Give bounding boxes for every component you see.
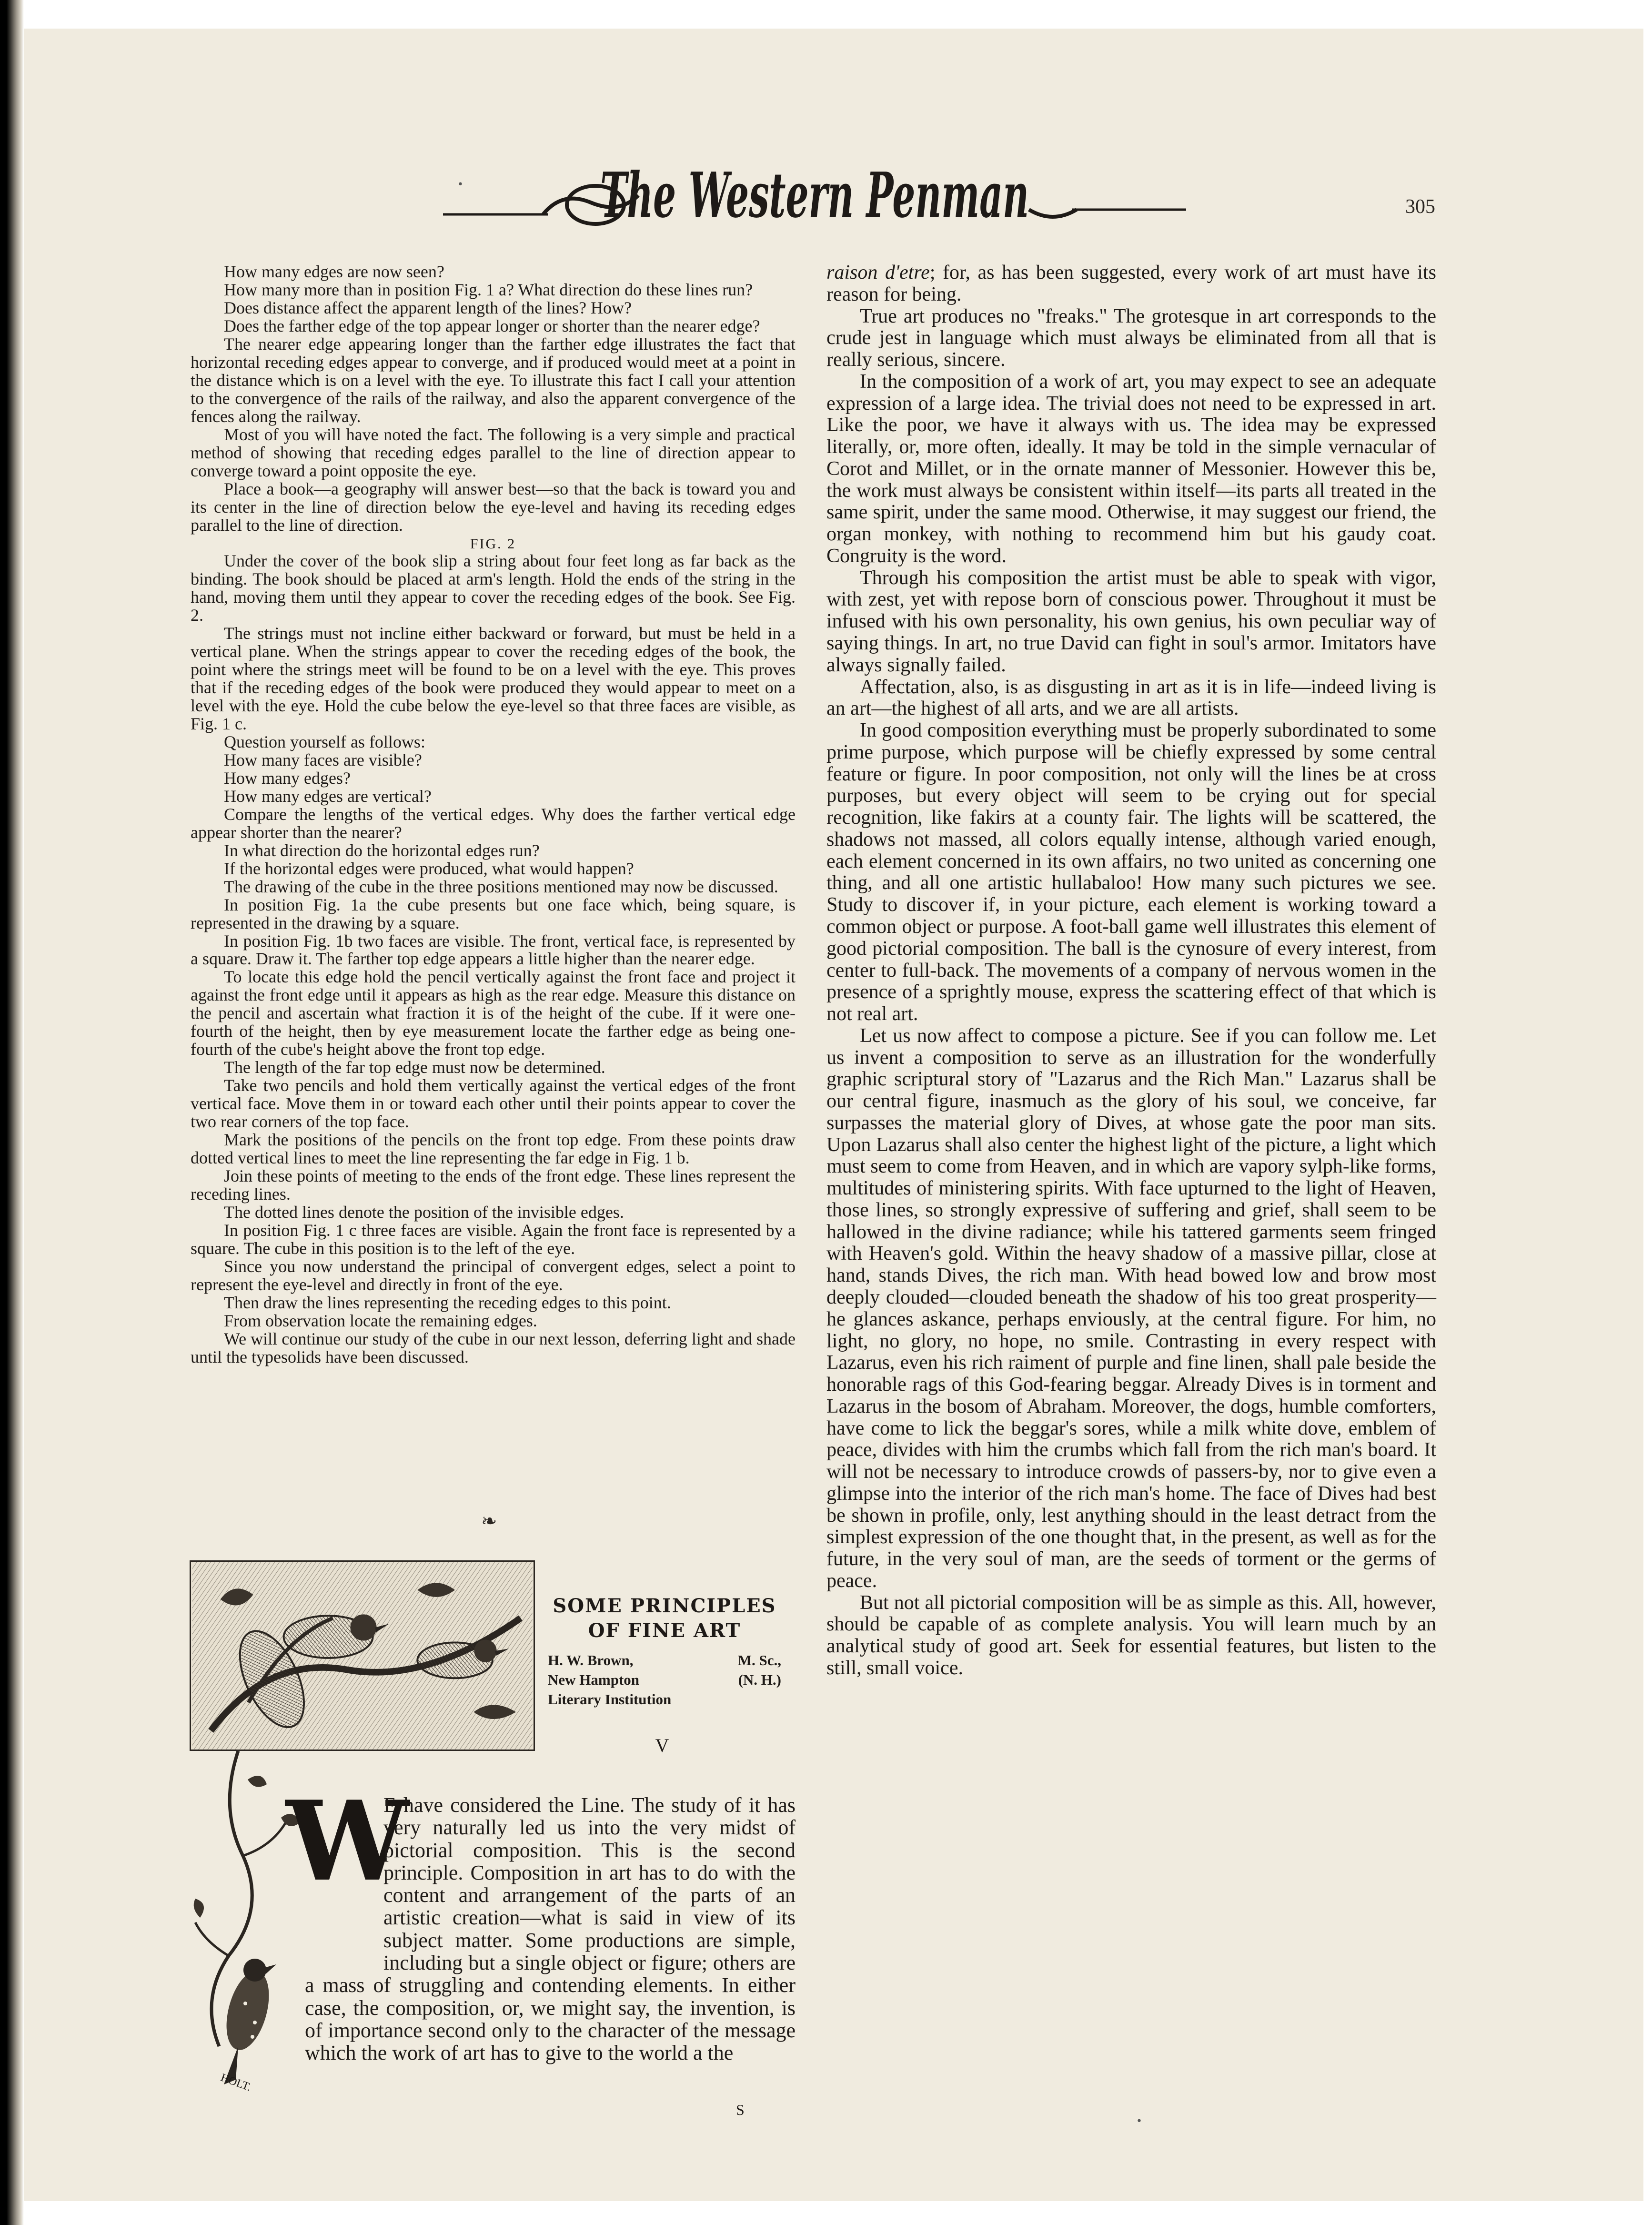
- book-binding-edge: [0, 0, 24, 2225]
- paragraph-text: ; for, as has been suggested, every work of art must have its reason for being.: [826, 262, 1436, 305]
- paragraph: To locate this edge hold the pencil vertically against the front face and project it against the front edge until it appears as high as the rear edge. Measure this distance on the pencil and ascertain what fraction it is of the height of the cube. If it were one-fourth of the height, then by eye measurement locate the farther edge as being one-fourth of the cube's height above the front top edge.: [191, 967, 796, 1059]
- paragraph: Take two pencils and hold them vertically against the vertical edges of the front vertical face. Move them in or toward each other until their points appear to cover the two rear corners of the top face.: [191, 1076, 796, 1132]
- paragraph: Most of you will have noted the fact. The following is a very simple and practical method of showing that receding edges parallel to the line of direction appear to converge toward a point opposite the eye.: [191, 425, 796, 480]
- paragraph: Since you now understand the principal of convergent edges, select a point to represent the eye-level and directly in front of the eye.: [191, 1256, 796, 1294]
- author-block: [548, 1651, 781, 1709]
- right-column-text: [826, 262, 1436, 1679]
- paragraph: In the composition of a work of art, you may expect to see an adequate expression of a large idea. The trivial does not need to be expressed in art. Like the poor, we have it always with us. The idea may be expressed literally, or, more often, ideally. It may be told in the simple vernacular of Corot and Millet, or in the ornate manner of Messonier. However this be, the work must always be consistent within itself—its parts all treated in the same spirit, under the same mood. Otherwise, it may suggest our friend, the organ monkey, with nothing to recommend him but his gaudy coat. Congruity is the word.: [826, 370, 1436, 567]
- page-number: 305: [1405, 196, 1435, 218]
- paragraph: Question yourself as follows:: [224, 732, 425, 751]
- left-column-text: [191, 263, 796, 1366]
- author-name: H. W. Brown,: [548, 1652, 634, 1669]
- paragraph: How many edges are now seen?: [224, 262, 444, 281]
- paragraph: Under the cover of the book slip a string about four feet long as far back as the binding. The book should be placed at arm's length. Hold the ends of the string in the hand, moving them until they appear to cover the receding edges of the book. See Fig. 2.: [191, 551, 796, 625]
- author-town: New Hampton: [548, 1671, 640, 1688]
- paragraph: In what direction do the horizontal edges run?: [224, 840, 540, 860]
- author-institution-row: [548, 1690, 781, 1709]
- paragraph: But not all pictorial composition will be as simple as this. All, however, should be capable of as complete analysis. You will learn much by an analytical study of good art. Seek for essential features, but listen to the still, small voice.: [826, 1591, 1436, 1679]
- paragraph: In good composition everything must be properly subordinated to some prime purpose, which purpose will be chiefly expressed by some central feature or figure. In poor composition, not only will the lines be at cross purposes, but every object will seem to be crying out for special recognition, like fakirs at a county fair. The lights will be scattered, the shadows not massed, all colors equally intense, although varied enough, each element concerned in its own affairs, no two united as concerning one thing, and all one artistic hullabaloo! How many such pictures we see. Study to discover if, in your picture, each element is working toward a common object or purpose. A foot-ball game well illustrates this element of good pictorial composition. The ball is the cynosure of every interest, from center to full-back. The movements of a company of nervous women in the presence of a sprightly mouse, express the scattering effect of that which is not real art.: [826, 719, 1436, 1025]
- masthead-logo-graphic: [438, 157, 1191, 238]
- paragraph: How many more than in position Fig. 1 a? What direction do these lines run?: [224, 280, 753, 299]
- paragraph: We will continue our study of the cube in our next lesson, deferring light and shade until the typesolids have been discussed.: [191, 1329, 796, 1366]
- drop-cap-letter: W: [286, 1777, 409, 1906]
- paragraph: Then draw the lines representing the receding edges to this point.: [224, 1293, 671, 1312]
- paragraph: Compare the lengths of the vertical edges. Why does the farther vertical edge appear shorter than the nearer?: [191, 804, 796, 842]
- paragraph: Let us now affect to compose a picture. See if you can follow me. Let us invent a composition to serve as an illustration for the wonderfully graphic scriptural story of "Lazarus and the Rich Man." Lazarus shall be our central figure, inasmuch as the glory of his soul, we conceive, far surpasses the material glory of Dives, at whose gate the poor man sits. Upon Lazarus shall also center the highest light of the picture, a light which must seem to come from Heaven, and in which are vapory sylph-like forms, multitudes of ministering spirits. With face upturned to the light of Heaven, those lines, so strongly expressive of suffering and grief, shall seem to be hallowed in the divine radiance; while his tattered garments seem fringed with Heaven's gold. Within the heavy shadow of a massive pillar, close at hand, stands Dives, the rich man. With head bowed low and brow most deeply clouded—clouded beneath the shadow of his too great prosperity—he glances askance, perhaps enviously, at the central figure. For him, no light, no glory, no hope, no smile. Contrasting in every respect with Lazarus, even his rich raiment of purple and fine linen, shall pale beside the honorable rags of this God-fearing beggar. Already Dives is in torment and Lazarus in the bosom of Abraham. Moreover, the dogs, humble comforters, have come to lick the beggar's sores, while a milk white dove, emblem of peace, divides with him the crumbs which fall from the rich man's board. It will not be necessary to introduce crowds of passers-by, nor to give even a glimpse into the interior of the rich man's home. The face of Dives had best be shown in profile, only, lest anything should in the least detract from the simplest expression of the one thought that, in the present, as well as for the future, in the very soul of man, are the seeds of torment or the germs of peace.: [826, 1024, 1436, 1592]
- paragraph: [826, 262, 1436, 306]
- author-institution: Literary Institution: [548, 1690, 672, 1708]
- paragraph: In position Fig. 1a the cube presents but one face which, being square, is represented in the drawing by a square.: [191, 895, 796, 932]
- article-intro-text: E have considered the Line. The study of it has very naturally led us into the very midst of pictorial composition. This is the second principle. Composition in art has to do with the content and arrangement of the parts of an artistic creation—what is said in view of its subject matter. Some productions are simple, including but a single object or figure; others are a mass of struggling and contending elements. In either case, the composition, or, we might say, the invention, is of importance second only to the character of the message which the work of art has to give to the world a the: [305, 1793, 796, 2065]
- section-end-ornament-icon: ❧: [481, 1510, 497, 1532]
- paragraph: In position Fig. 1b two faces are visible. The front, vertical face, is represented by a square. Draw it. The farther top edge appears a little higher than the nearer edge.: [191, 931, 796, 969]
- paragraph: Through his composition the artist must be able to speak with vigor, with zest, yet with repose born of conscious power. Throughout it must be infused with his own personality, his own genius, his own peculiar way of saying things. In art, no true David can fight in soul's armor. Imitators have always signally failed.: [826, 566, 1436, 676]
- paragraph: From observation locate the remaining edges.: [224, 1311, 537, 1330]
- author-degree: M. Sc.,: [737, 1652, 781, 1669]
- paragraph: If the horizontal edges were produced, what would happen?: [224, 859, 634, 878]
- masthead-logo-text: The Western Penman: [600, 159, 1029, 232]
- header-illustration-birds: [190, 1560, 535, 1751]
- paragraph: The nearer edge appearing longer than the farther edge illustrates the fact that horizontal receding edges appear to converge, and if produced would meet at a point in the distance which is on a level with the eye. To illustrate this fact I call your attention to the convergence of the rails of the railway, and also the apparent convergence of the fences along the railway.: [191, 334, 796, 426]
- paragraph: Place a book—a geography will answer best—so that the back is toward you and its center in the line of direction below the eye-level and having its receding edges parallel to the line of direction.: [191, 479, 796, 535]
- paragraph: In position Fig. 1 c three faces are visible. Again the front face is represented by a square. The cube in this position is to the left of the eye.: [191, 1221, 796, 1258]
- paragraph: Join these points of meeting to the ends of the front edge. These lines represent the receding lines.: [191, 1166, 796, 1204]
- speck-mark: •: [1136, 2115, 1142, 2127]
- article-title-line2: OF FINE ART: [588, 1619, 741, 1642]
- part-number: V: [655, 1735, 669, 1756]
- drop-cap-space: [305, 1794, 383, 1958]
- paragraph: Does the farther edge of the top appear longer or shorter than the nearer edge?: [224, 316, 760, 335]
- article-title: [550, 1594, 779, 1643]
- author-name-row: [548, 1651, 781, 1670]
- paragraph: Affectation, also, is as disgusting in art as it is in life—indeed living is an art—the highest of all arts, and we are all artists.: [826, 676, 1436, 720]
- paragraph: The strings must not incline either backward or forward, but must be held in a vertical plane. When the strings appear to cover the receding edges of the book, the point where the strings meet will be found to be on a level with the eye. This proves that if the receding edges of the book were produced they would appear to meet on a level with the eye. Hold the cube below the eye-level so that three faces are visible, as Fig. 1 c.: [191, 624, 796, 733]
- figure-caption: FIG. 2: [470, 536, 516, 552]
- paragraph: How many edges?: [224, 768, 351, 788]
- engraving-birds-graphic: [191, 1562, 534, 1750]
- masthead-logo: [438, 157, 1191, 238]
- paragraph: The length of the far top edge must now be determined.: [224, 1058, 605, 1077]
- speck-mark: •: [457, 179, 463, 191]
- paragraph: Does distance affect the apparent length of the lines? How?: [224, 298, 632, 317]
- article-title-line1: SOME PRINCIPLES: [553, 1595, 776, 1617]
- paragraph: How many edges are vertical?: [224, 786, 432, 806]
- author-place-row: [548, 1670, 781, 1690]
- paragraph: How many faces are visible?: [224, 750, 422, 769]
- continuation-mark: S: [736, 2101, 745, 2118]
- author-state: (N. H.): [738, 1671, 781, 1688]
- article-intro: [305, 1794, 796, 2064]
- paragraph: True art produces no "freaks." The grotesque in art corresponds to the crude jest in language which must always be eliminated from all that is really serious, sincere.: [826, 305, 1436, 371]
- illustrator-signature: HOLT.: [219, 2071, 253, 2094]
- paragraph: The dotted lines denote the position of the invisible edges.: [224, 1203, 624, 1222]
- italic-phrase: raison d'etre: [826, 262, 930, 283]
- paragraph: Mark the positions of the pencils on the front top edge. From these points draw dotted vertical lines to meet the line representing the far edge in Fig. 1 b.: [191, 1130, 796, 1168]
- paragraph: The drawing of the cube in the three positions mentioned may now be discussed.: [224, 877, 778, 896]
